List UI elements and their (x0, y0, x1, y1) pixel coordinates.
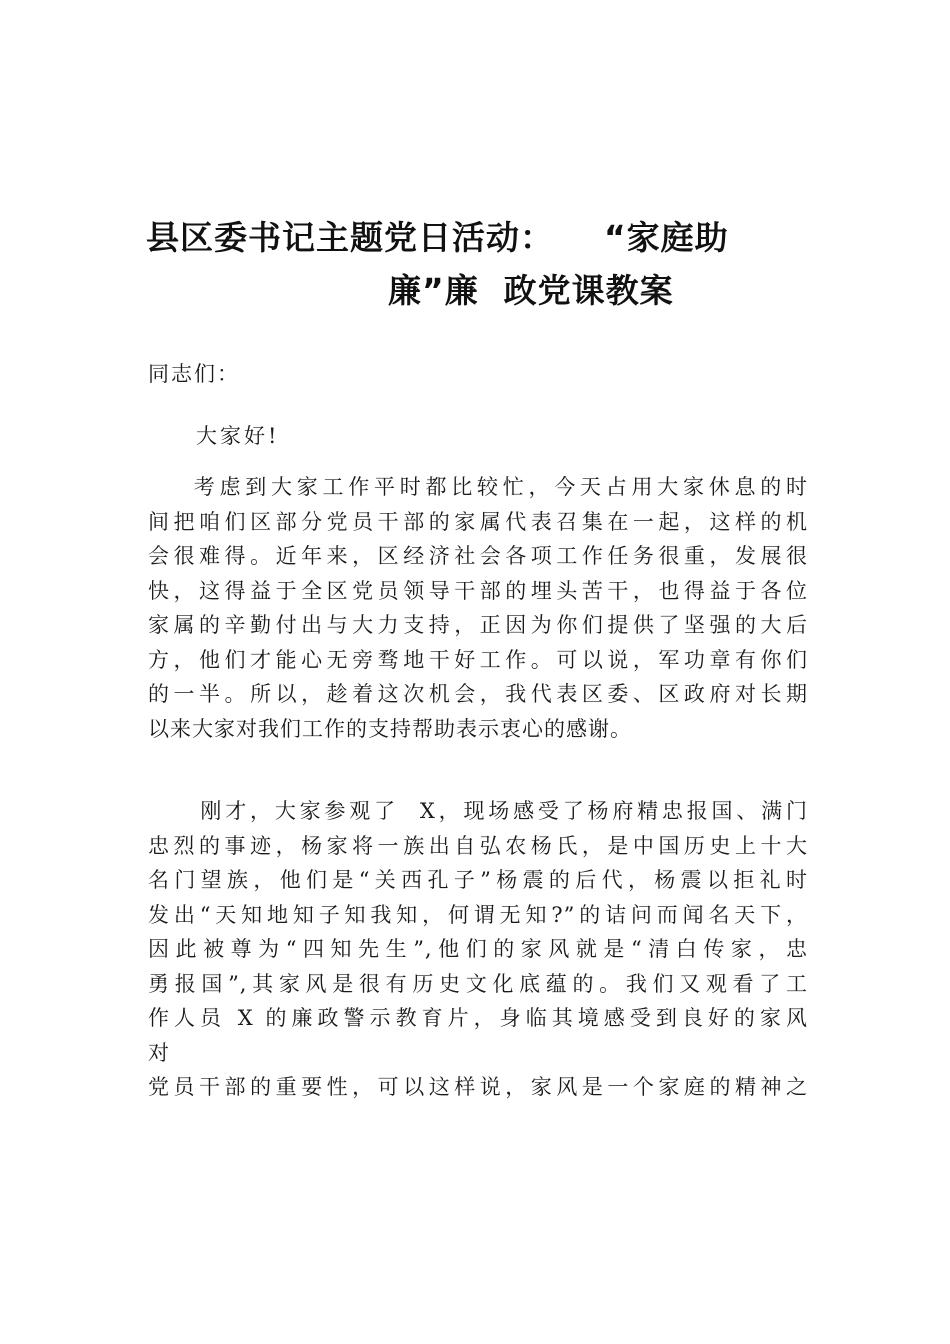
paragraph-line: 方，他们才能心无旁骛地干好工作。可以说，军功章有你们 (148, 647, 808, 672)
paragraph-line: 会很难得。近年来，区经济社会各项工作任务很重，发展很 (148, 544, 808, 568)
paragraph-line: 的一半。所以，趁着这次机会，我代表区委、区政府对长期 (148, 682, 808, 706)
salutation: 同志们： (148, 362, 240, 386)
paragraph-line: 忠烈的事迹，杨家将一族出自弘农杨氏，是中国历史上十大 (148, 833, 808, 858)
paragraph-line: 勇报国”,其家风是很有历史文化底蕴的。我们又观看了工 (148, 971, 808, 996)
paragraph-line: 家属的辛勤付出与大力支持，正因为你们提供了坚强的大后 (148, 613, 808, 637)
paragraph-line: 名门望族，他们是“关西孔子”杨震的后代，杨震以拒礼时 (148, 868, 808, 892)
paragraph-2 (148, 794, 808, 1105)
paragraph-line: 因此被尊为“四知先生”,他们的家风就是“清白传家，忠 (148, 937, 808, 961)
paragraph-line: 党员干部的重要性，可以这样说，家风是一个家庭的精神之 (148, 1075, 808, 1099)
paragraph-line: 间把咱们区部分党员干部的家属代表召集在一起，这样的机 (148, 509, 808, 534)
paragraph-1 (148, 470, 808, 746)
document-title-line-2: 廉”廉 政党课教案 (388, 271, 674, 310)
paragraph-line: 以来大家对我们工作的支持帮助表示衷心的感谢。 (148, 716, 632, 741)
paragraph-line: 考虑到大家工作平时都比较忙，今天占用大家休息的时 (148, 475, 808, 499)
paragraph-line: 刚才，大家参观了 X，现场感受了杨府精忠报国、满门 (148, 799, 808, 823)
paragraph-line: 对 (148, 1040, 170, 1065)
greeting: 大家好! (196, 424, 280, 448)
document-title-line-1: 县区委书记主题党日活动： “家庭助 (146, 218, 729, 257)
paragraph-line: 发出“天知地知子知我知，何谓无知?”的诘问而闻名天下， (148, 902, 808, 927)
paragraph-line: 快，这得益于全区党员领导干部的埋头苦干，也得益于各位 (148, 578, 808, 603)
paragraph-line: 作人员 X 的廉政警示教育片，身临其境感受到良好的家风 (148, 1006, 808, 1030)
